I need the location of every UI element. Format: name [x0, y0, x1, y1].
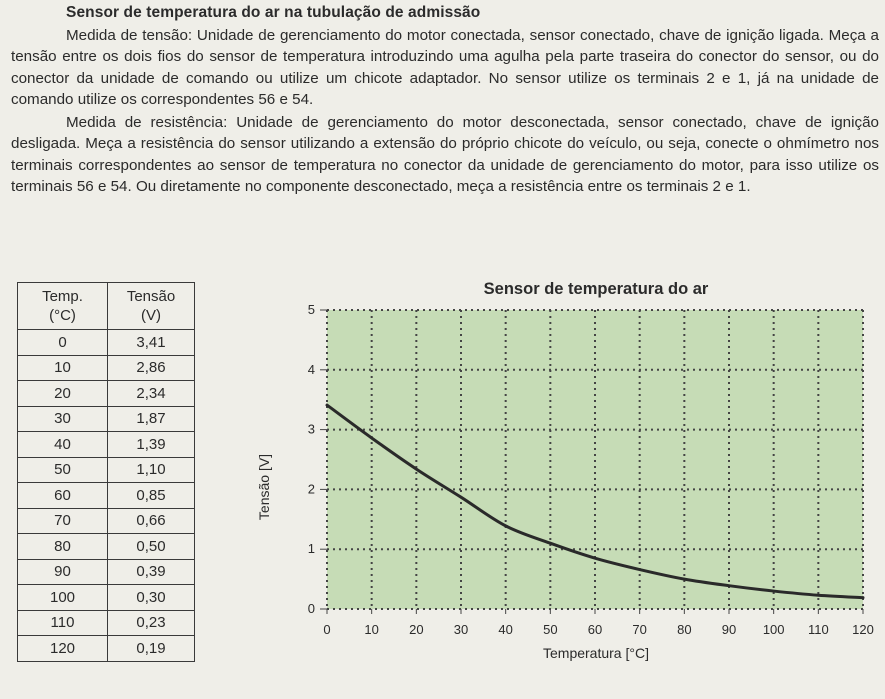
header-temperature-line1: Temp.: [42, 288, 83, 305]
x-tick-label: 70: [632, 622, 647, 637]
table-header-row: [18, 283, 195, 330]
table-row: [18, 406, 195, 432]
cell-temperature: 40: [18, 432, 108, 458]
cell-voltage: 1,39: [108, 432, 195, 458]
y-tick-label: 0: [307, 601, 315, 616]
cell-temperature: 90: [18, 559, 108, 585]
y-tick-label: 4: [307, 361, 315, 377]
y-axis-label: Tensão [V]: [256, 453, 272, 521]
cell-temperature: 0: [18, 330, 108, 356]
header-voltage-line1: Tensão: [126, 288, 176, 305]
table-row: [18, 534, 195, 560]
cell-voltage: 0,30: [108, 585, 195, 611]
cell-temperature: 10: [18, 355, 108, 381]
table-row: [18, 432, 195, 458]
cell-voltage: 0,66: [108, 508, 195, 534]
cell-voltage: 2,34: [108, 381, 195, 407]
plot-area: [327, 310, 863, 609]
cell-temperature: 20: [18, 381, 108, 407]
table-row: [18, 508, 195, 534]
cell-voltage: 0,50: [108, 534, 195, 560]
cell-voltage: 0,85: [108, 483, 195, 509]
cell-temperature: 30: [18, 406, 108, 432]
cell-temperature: 120: [18, 636, 108, 662]
table-row: [18, 585, 195, 611]
cell-voltage: 0,23: [108, 610, 195, 636]
cell-voltage: 3,41: [108, 330, 195, 356]
cell-temperature: 70: [18, 508, 108, 534]
chart-title: Sensor de temperatura do ar: [483, 280, 709, 298]
cell-temperature: 110: [18, 610, 108, 636]
header-voltage: [108, 283, 195, 330]
cell-voltage: 0,39: [108, 559, 195, 585]
table-row: [18, 355, 195, 381]
x-tick-label: 60: [587, 622, 603, 637]
y-tick-label: 3: [307, 421, 315, 437]
x-tick-label: 90: [721, 622, 737, 637]
x-tick-label: 120: [852, 622, 874, 637]
x-tick-label: 30: [453, 622, 469, 637]
cell-temperature: 100: [18, 585, 108, 611]
x-tick-label: 10: [364, 622, 379, 637]
y-tick-label: 5: [307, 302, 315, 317]
table-row: [18, 610, 195, 636]
table-row: [18, 330, 195, 356]
x-axis-label: Temperatura [°C]: [543, 645, 649, 661]
table-row: [18, 636, 195, 662]
x-tick-label: 110: [807, 622, 829, 637]
x-tick-label: 0: [323, 622, 331, 637]
x-tick-label: 50: [543, 622, 558, 637]
x-tick-label: 40: [498, 622, 513, 637]
paragraph-resistance-measurement: Medida de resistência: Unidade de gerenciamento do motor desconectada, sensor conectado, chave de ignição desligada. Meça a resistência do sensor utilizando a extensão do próprio chicote do veículo, ou seja, conecte o ohmímetro nos terminais correspondentes ao sensor de temperatura no conector da unidade de gerenciamento do motor, para isso utilize os terminais 56 e 54. Ou diretamente no componente desconectado, meça a resistência entre os terminais 2 e 1.: [11, 114, 879, 195]
cell-voltage: 1,10: [108, 457, 195, 483]
cell-voltage: 2,86: [108, 355, 195, 381]
temperature-voltage-table: [17, 282, 195, 662]
table-row: [18, 483, 195, 509]
y-tick-label: 2: [307, 481, 315, 497]
table-row: [18, 559, 195, 585]
cell-voltage: 0,19: [108, 636, 195, 662]
y-tick-label: 1: [307, 541, 315, 557]
table-row: [18, 381, 195, 407]
paragraph-voltage-measurement: Medida de tensão: Unidade de gerenciamento do motor conectada, sensor conectado, chave de ignição ligada. Meça a tensão entre os dois fios do sensor de temperatura introduzindo uma agulha pela parte traseira do conector do sensor, ou do conector da unidade de comando ou utilize um chicote adaptador. No sensor utilize os terminais 2 e 1, já na unidade de comando utilize os correspondentes 56 e 54.: [11, 27, 879, 108]
table-row: [18, 457, 195, 483]
document-heading: Sensor de temperatura do ar na tubulação de admissão: [66, 4, 481, 21]
header-temperature-line2: (°C): [49, 307, 76, 324]
x-tick-label: 100: [762, 622, 785, 637]
x-tick-label: 20: [409, 622, 424, 637]
x-tick-label: 80: [677, 622, 692, 637]
air-temperature-sensor-chart: [250, 270, 885, 670]
header-voltage-line2: (V): [141, 307, 161, 324]
cell-temperature: 60: [18, 483, 108, 509]
cell-voltage: 1,87: [108, 406, 195, 432]
header-temperature: [18, 283, 108, 330]
cell-temperature: 80: [18, 534, 108, 560]
cell-temperature: 50: [18, 457, 108, 483]
